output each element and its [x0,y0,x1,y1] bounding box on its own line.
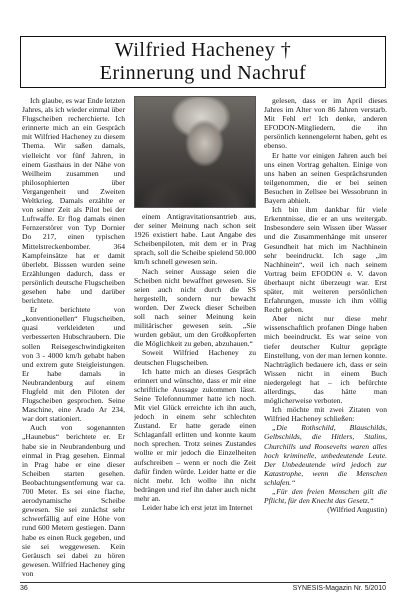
article-title: Wilfried Hacheney † [114,39,292,61]
paragraph: Soweit Wilfried Hacheney zu deutschen Flugscheiben. [134,348,256,367]
paragraph: Ich bin ihm dankbar für viele Erkenntnisse, die er an uns weitergab. Insbesondere sein Wissen über Wasser und die Zusammenhänge mit unserer Gesundheit hat mich im Nachhinein sehr beeindruckt. Ich sage „im Nachhinein“, weil ich nach seinem Vortrag beim EFODON e. V. davon überhaupt nicht überzeugt war. Erst später, mit weiteren persönlichen Erfahrungen, musste ich ihm völlig Recht geben. [264,205,387,315]
text-column-3 [264,96,387,580]
paragraph: Er berichtete von „konventionellen“ Flugscheiben, quasi verkleideten und verbesserten Hubschraubern. Die sollen Reisegeschwindigkeiten von 3 - 4000 km/h gehabt haben und extrem gute Steigleistungen. Er habe damals in Neubrandenburg auf einem Flugfeld mit den Piloten der Flugscheiben gesprochen. Seine Maschine, eine Arado Ar 234, war dort stationiert. [22,305,125,424]
quote: „Für den freien Menschen gilt die Pflicht, für den Knecht das Gesetz.“ [264,487,387,506]
paragraph: Er hatte vor einigen Jahren auch bei uns einen Vortrag gehalten. Einige von uns haben an seinen Gesprächsrunden teilgenommen, die er bei seinen Besuchen in Zellsee bei Wessobrunn in Bayern abhielt. [264,150,387,206]
text-column-2 [134,212,256,580]
page-number: 36 [20,585,28,592]
paragraph: gelesen, dass er im April dieses Jahres im Alter von 86 Jahren verstarb. Mit Fehl er! Ich denke, anderen EFODON-Mitgliedern, die ihn persönlich kennengelernt haben, geht es ebenso. [264,96,387,151]
paragraph: Aber nicht nur diese mehr wissenschaftlich profanen Dinge haben mich beeindruckt. Es war seine von tiefer deutscher Kultur geprägte Einstellung, von der man lernen konnte. Nachträglich bedauere ich, dass er sein Wissen nicht in einem Buch niedergelegt hat – ich befürchte allerdings, das hätte man möglicherweise verboten. [264,314,387,406]
paragraph: Auch von sogenannten „Haunebus“ berichtete er. Er habe sie in Neubrandenburg und einmal in Prag gesehen. Einmal in Prag habe er eine dieser Scheiben starten gesehen. Beobachtungsentfernung war ca. 700 Meter. Es sei eine flache, aerodynamische Scheibe gewesen. Sie sei zunächst sehr schwerfällig auf eine Höhe von rund 600 Metern gestiegen. Dann habe es einen Ruck gegeben, und sie sei weggewesen. Kein Geräusch sei dabei zu hören gewesen. Wilfried Hacheney ging von [22,423,125,578]
footer-rule [20,582,386,583]
quote-author: (Wilfried Augustin) [327,505,387,515]
paragraph: einem Antigravitationsantrieb aus, der seiner Meinung nach schon seit 1926 existiert habe. Laut Angabe des Scheibenpiloten, mit dem er in Prag sprach, soll die Scheibe spielend 50.000 km/h schnell gewesen sein. [134,212,256,267]
article-header [20,36,386,88]
paragraph: Nach seiner Aussage seien die Scheiben nicht bewaffnet gewesen. Sie seien auch nicht durch die SS hergestellt, sondern nur bewacht worden. Der Zweck dieser Scheiben soll nach seiner Meinung kein militärischer gewesen sein. „Sie wurden gebäut, um den Großkopferten die Möglichkeit zu geben, abzuhauen.“ [134,266,256,349]
quote: „Die Rothschild, Blauschilds, Gelbschilds, die Hitlers, Stalins, Churchills und Roosevelts waren alles hoch kriminelle, unbedeutende Leute. Der Unbedeutende wird jedoch zur Katastrophe, wenn die Menschen schlafen.“ [264,423,387,487]
paragraph: Ich möchte mit zwei Zitaten von Wilfried Hacheney schließen: [264,405,387,424]
portrait-photo [134,96,256,208]
magazine-issue: SYNESIS-Magazin Nr. 5/2010 [292,585,386,592]
paragraph: Ich glaube, es war Ende letzten Jahres, als ich wieder einmal über Flugscheiben recherchierte. Ich erinnerte mich an ein Gespräch mit Wilfried Hacheney zu diesem Thema. Wir saßen damals, vielleicht vor fünf Jahren, in einem Gasthaus in der Nähe von Weilheim zusammen und philosophierten über Vergangenheit und Zweiten Weltkrieg. Damals erzählte er von seiner Zeit als Pilot bei der Luftwaffe. Er flog damals einen Fernzerstörer von Typ Dornier Do 217, einen typischen Mittelstreckenbomber. 364 Kampfeinsätze hat er damit überlebt. Bisssen wurden seine Erzählungen dadurch, dass er persönlich deutsche Flugscheiben gesehen habe und darüber berichtete. [22,96,125,306]
article-subtitle: Erinnerung und Nachruf [99,62,307,84]
paragraph: Leider habe ich erst jetzt im Internet [142,503,253,512]
text-column-1 [22,96,125,580]
paragraph: Ich hatte mich an dieses Gespräch erinnert und wünschte, dass er mir eine schriftliche Aussage zukommen lässt. Seine Telefonnummer hatte ich noch. Mit viel Glück erreichte ich ihn auch, jedoch in einem sehr schlechten Zustand. Er hatte gerade einen Schlaganfall erlitten und konnte kaum noch sprechen. Trotz seines Zustandes wollte er mir jedoch die Einzelheiten aufschreiben – wenn er noch die Zeit dafür finden würde. Leider hatte er die nicht mehr. Ich wollte ihn nicht bedrängen und rief ihn daher auch nicht mehr an. [134,366,256,503]
